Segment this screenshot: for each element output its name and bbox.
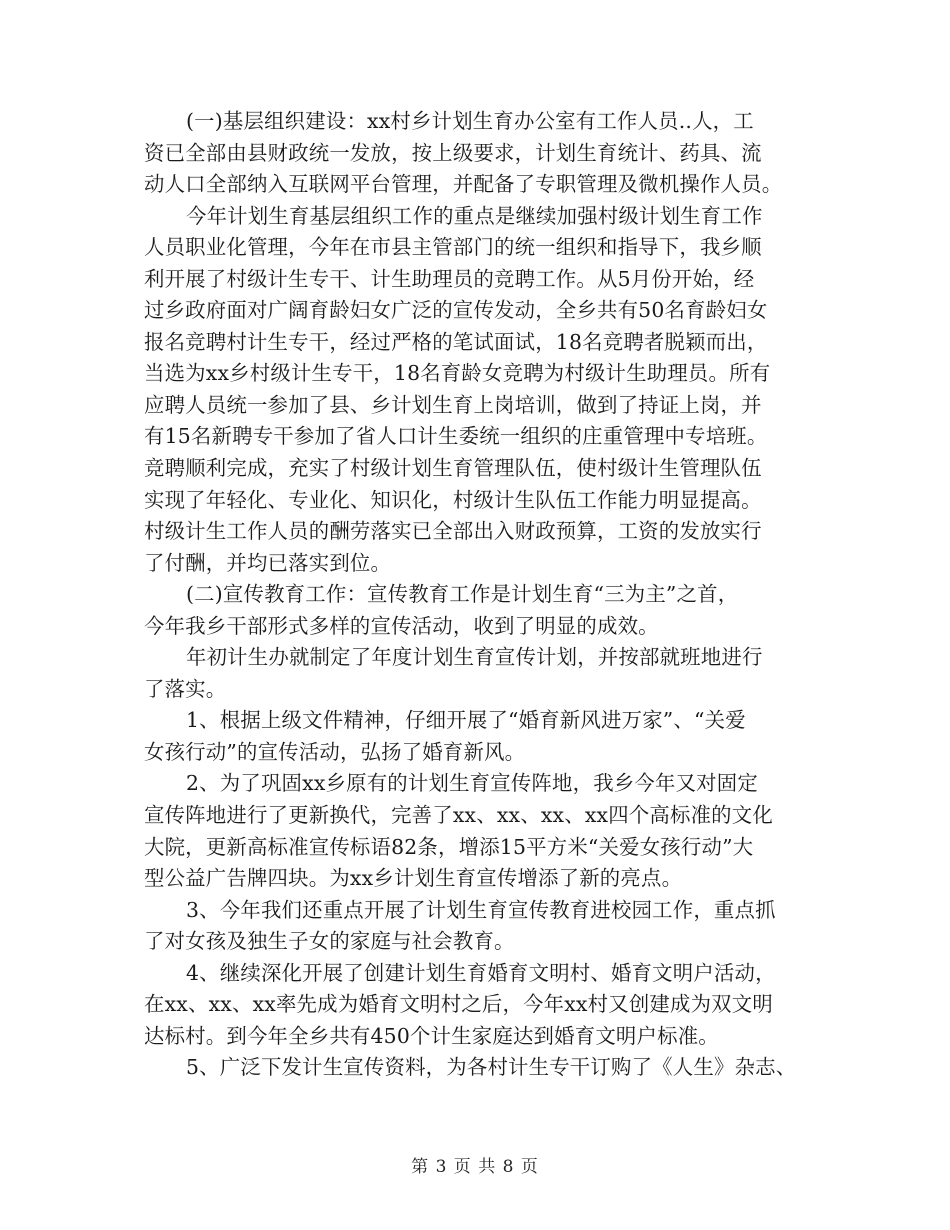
text-line: 了对女孩及独生子女的家庭与社会教育。	[144, 929, 515, 954]
text-line: 今年计划生育基层组织工作的重点是继续加强村级计划生育工作	[186, 203, 763, 228]
paragraph	[144, 705, 824, 768]
text-line: 竞聘顺利完成，充实了村级计划生育管理队伍，使村级计生管理队伍	[144, 456, 762, 481]
page-footer: 第 3 页 共 8 页	[411, 1157, 539, 1177]
text-line: 应聘人员统一参加了县、乡计划生育上岗培训，做到了持证上岗，并	[144, 392, 762, 417]
paragraph	[144, 768, 824, 894]
text-line: 女孩行动”的宣传活动，弘扬了婚育新风。	[144, 739, 526, 764]
text-line: 过乡政府面对广阔育龄妇女广泛的宣传发动，全乡共有50名育龄妇女	[144, 298, 768, 323]
paragraph	[144, 642, 824, 705]
text-line: 资已全部由县财政统一发放，按上级要求，计划生育统计、药具、流	[144, 140, 762, 165]
text-line: 利开展了村级计生专干、计生助理员的竞聘工作。从5月份开始，经	[144, 266, 755, 291]
text-line: 在xx、xx、xx率先成为婚育文明村之后，今年xx村又创建成为双文明	[144, 992, 773, 1017]
text-line: 报名竞聘村计生专干，经过严格的笔试面试，18名竞聘者脱颖而出，	[144, 329, 768, 354]
text-line: 了付酬，并均已落实到位。	[144, 550, 392, 575]
text-line: 3、今年我们还重点开展了计划生育宣传教育进校园工作，重点抓	[186, 897, 776, 922]
text-line: 今年我乡干部形式多样的宣传活动，收到了明显的成效。	[144, 613, 659, 638]
text-line: 年初计生办就制定了年度计划生育宣传计划，并按部就班地进行	[186, 645, 763, 670]
text-line: 宣传阵地进行了更新换代，完善了xx、xx、xx、xx四个高标准的文化	[144, 803, 773, 828]
document-body	[144, 106, 824, 1084]
paragraph	[144, 1052, 824, 1084]
text-line: 大院，更新高标准宣传标语82条，增添15平方米“关爱女孩行动”大	[144, 834, 754, 859]
text-line: 了落实。	[144, 676, 227, 701]
text-line: 5、广泛下发计生宣传资料，为各村计生专干订购了《人生》杂志、	[186, 1055, 797, 1080]
paragraph	[144, 106, 824, 201]
text-line: 当选为xx乡村级计生专干，18名育龄女竞聘为村级计生助理员。所有	[144, 361, 771, 386]
text-line: 型公益广告牌四块。为xx乡计划生育宣传增添了新的亮点。	[144, 866, 683, 891]
text-line: 村级计生工作人员的酬劳落实已全部出入财政预算，工资的发放实行	[144, 519, 762, 544]
paragraph	[144, 579, 824, 642]
text-line: 动人口全部纳入互联网平台管理，并配备了专职管理及微机操作人员。	[144, 172, 783, 197]
text-line: 4、继续深化开展了创建计划生育婚育文明村、婚育文明户活动，	[186, 960, 776, 985]
text-line: 实现了年轻化、专业化、知识化，村级计生队伍工作能力明显提高。	[144, 487, 762, 512]
text-line: 1、根据上级文件精神，仔细开展了“婚育新风进万家”、“关爱	[186, 708, 746, 733]
paragraph	[144, 201, 824, 580]
text-line: 人员职业化管理，今年在市县主管部门的统一组织和指导下，我乡顺	[144, 235, 762, 260]
paragraph	[144, 895, 824, 958]
text-line: 有15名新聘专干参加了省人口计生委统一组织的庄重管理中专培班。	[144, 424, 768, 449]
text-line: 达标村。到今年全乡共有450个计生家庭达到婚育文明户标准。	[144, 1023, 719, 1048]
paragraph	[144, 958, 824, 1053]
text-line: (一)基层组织建设：xx村乡计划生育办公室有工作人员..人，工	[186, 109, 754, 133]
text-line: (二)宣传教育工作：宣传教育工作是计划生育“三为主”之首，	[186, 582, 739, 607]
text-line: 2、为了巩固xx乡原有的计划生育宣传阵地，我乡今年又对固定	[186, 771, 758, 796]
